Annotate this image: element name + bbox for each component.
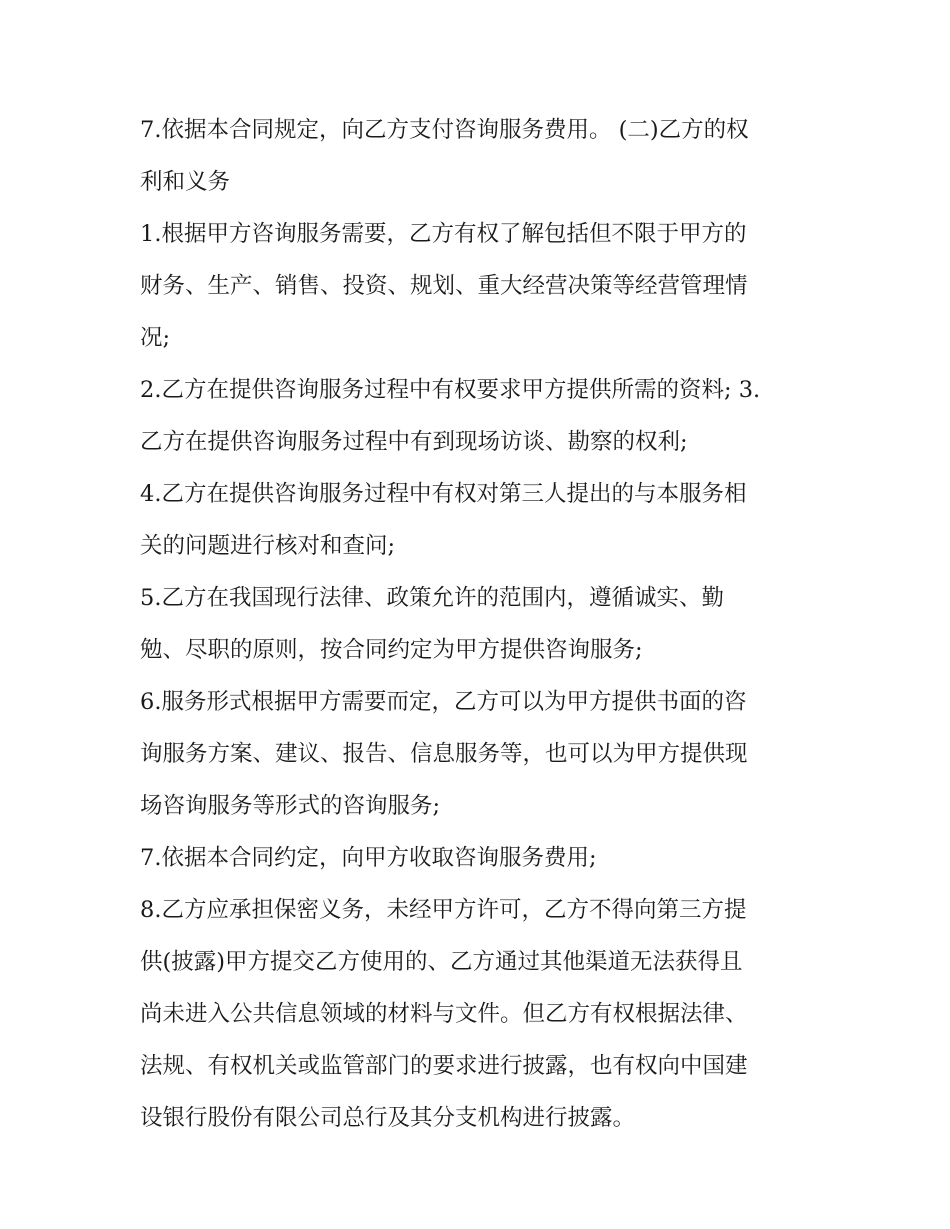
- paragraph-right-8: [140, 884, 816, 1144]
- text-line: 法规、有权机关或监管部门的要求进行披露，也有权向中国建: [140, 1053, 748, 1079]
- text-line: 2.乙方在提供咨询服务过程中有权要求甲方提供所需的资料; 3.: [140, 377, 761, 403]
- paragraph-right-1: [140, 208, 816, 364]
- text-line: 关的问题进行核对和查问;: [140, 533, 396, 559]
- paragraph-right-5: [140, 572, 816, 676]
- text-line: 4.乙方在提供咨询服务过程中有权对第三人提出的与本服务相: [140, 481, 747, 507]
- text-line: 供(披露)甲方提交乙方使用的、乙方通过其他渠道无法获得且: [140, 949, 743, 975]
- text-line: 况;: [140, 325, 171, 351]
- paragraph-obligation-7: [140, 104, 816, 208]
- text-line: 场咨询服务等形式的咨询服务;: [140, 793, 441, 819]
- paragraph-right-6: [140, 676, 816, 832]
- text-line: 勉、尽职的原则，按合同约定为甲方提供咨询服务;: [140, 637, 643, 663]
- paragraph-right-7: [140, 832, 816, 884]
- paragraph-right-4: [140, 468, 816, 572]
- text-line: 6.服务形式根据甲方需要而定，乙方可以为甲方提供书面的咨: [140, 689, 747, 715]
- text-line: 尚未进入公共信息领域的材料与文件。但乙方有权根据法律、: [140, 1001, 748, 1027]
- text-line: 7.依据本合同约定，向甲方收取咨询服务费用;: [140, 845, 597, 871]
- text-line: 8.乙方应承担保密义务，未经甲方许可，乙方不得向第三方提: [140, 897, 747, 923]
- text-line: 5.乙方在我国现行法律、政策允许的范围内，遵循诚实、勤: [140, 585, 724, 611]
- paragraph-right-2-3: [140, 364, 816, 468]
- text-line: 利和义务: [140, 169, 231, 195]
- text-line: 乙方在提供咨询服务过程中有到现场访谈、勘察的权利;: [140, 429, 688, 455]
- text-line: 询服务方案、建议、报告、信息服务等，也可以为甲方提供现: [140, 741, 748, 767]
- text-line: 财务、生产、销售、投资、规划、重大经营决策等经营管理情: [140, 273, 748, 299]
- document-body: [140, 104, 816, 1144]
- text-line: 7.依据本合同规定，向乙方支付咨询服务费用。 (二)乙方的权: [140, 117, 749, 143]
- text-line: 设银行股份有限公司总行及其分支机构进行披露。: [140, 1105, 636, 1131]
- text-line: 1.根据甲方咨询服务需要，乙方有权了解包括但不限于甲方的: [140, 221, 747, 247]
